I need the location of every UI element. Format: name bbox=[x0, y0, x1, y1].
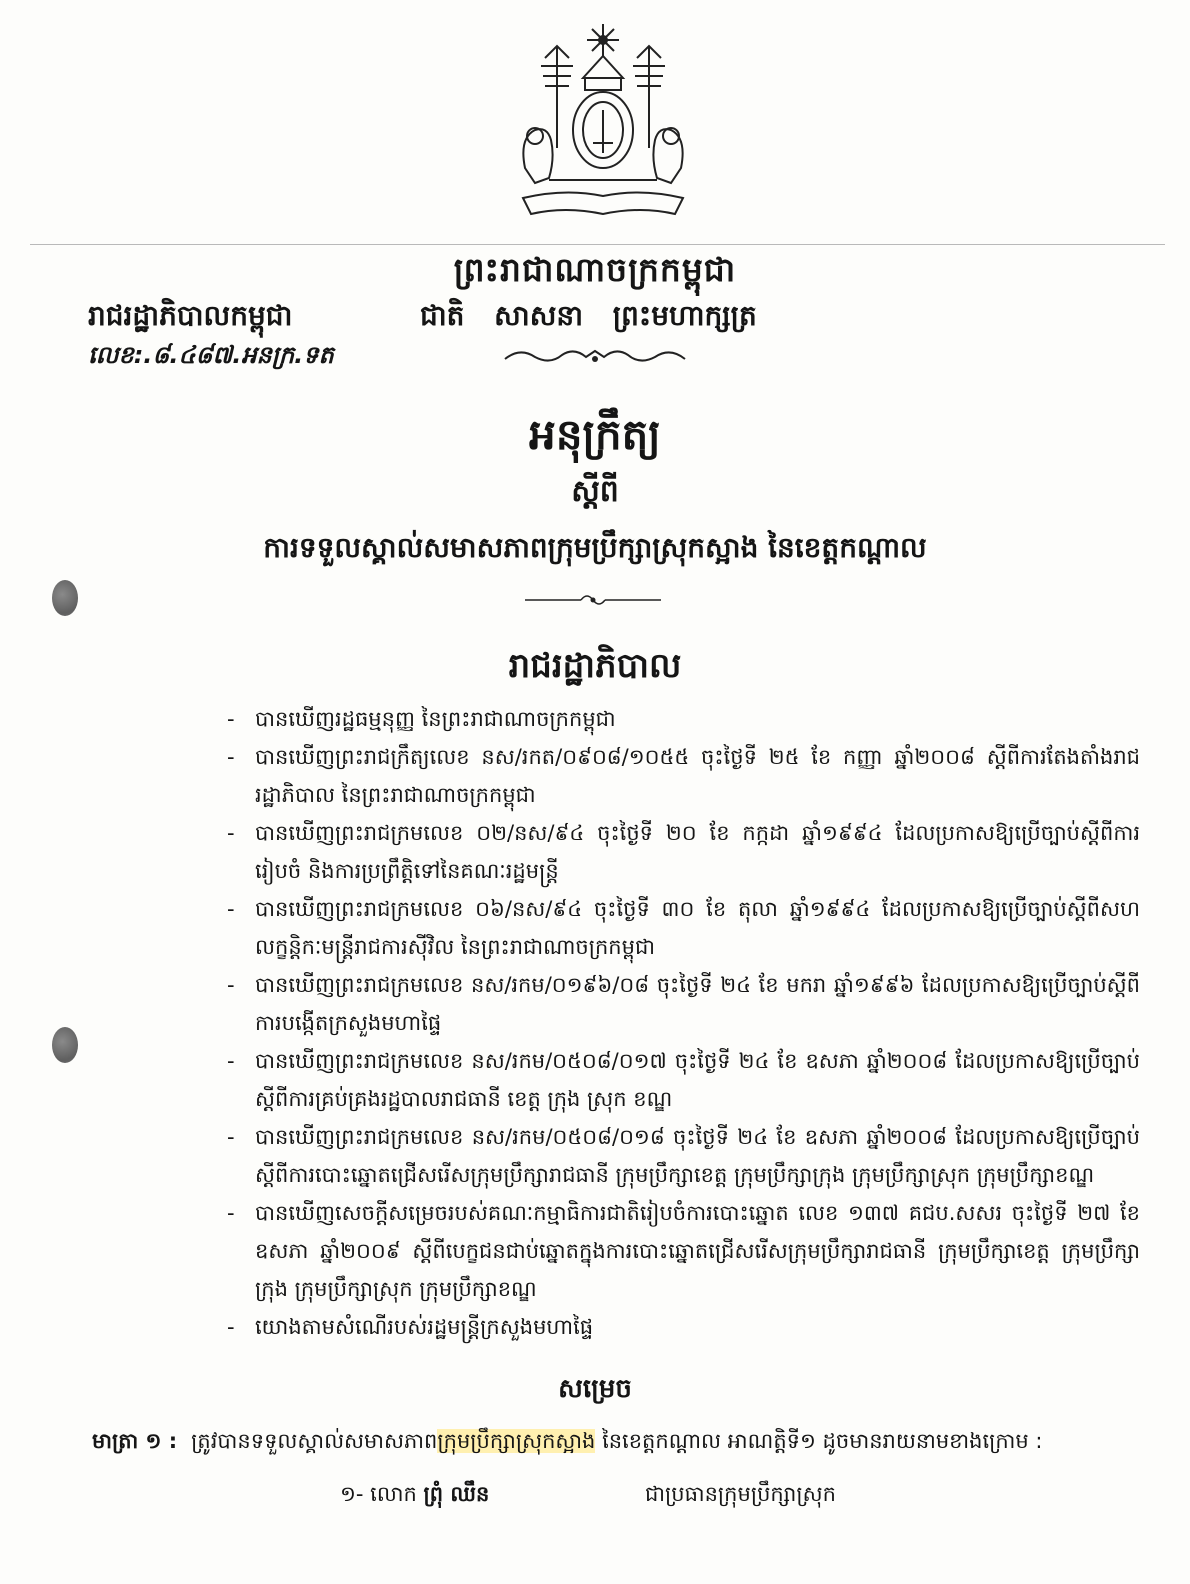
member-role: ជាប្រធានក្រុមប្រឹក្សាស្រុក bbox=[645, 1482, 836, 1506]
punch-hole bbox=[52, 580, 78, 616]
reference-item: - បានឃើញសេចក្តីសម្រេចរបស់គណៈកម្មាធិការជាតិរៀបចំការបោះឆ្នោត លេខ ១៣៧ គជប.សសរ ចុះថ្ងៃទី ២៧ ខែ ឧសភា ឆ្នាំ២០០៩ ស្តីពីបេក្ខជនជាប់ឆ្នោតក្នុងការបោះឆ្នោតជ្រើសរើសក្រុមប្រឹក្សារាជធានី ក្រុមប្រឹក្សាខេត្ត ក្រុមប្រឹក្សាក្រុង ក្រុមប្រឹក្សាស្រុក ក្រុមប្រឹក្សាខណ្ឌ bbox=[225, 1194, 1140, 1308]
punch-hole bbox=[52, 1027, 78, 1063]
about-label: ស្តីពី bbox=[571, 474, 619, 509]
member-row bbox=[340, 1475, 489, 1513]
royal-emblem-logo bbox=[505, 18, 701, 223]
kingdom-name: ព្រះរាជាណាចក្រកម្ពុជា bbox=[453, 250, 737, 289]
article-text: ត្រូវបានទទួលស្គាល់សមាសភាព bbox=[191, 1429, 438, 1453]
document-number: លេខ:.៨.៤៨៧.អនក្រ.ទត bbox=[88, 341, 334, 369]
article-label: មាត្រា ១ : bbox=[92, 1429, 178, 1453]
document-type: អនុក្រឹត្យ bbox=[529, 410, 661, 459]
issuer-heading: រាជរដ្ឋាភិបាល bbox=[508, 646, 682, 686]
decision-heading: សម្រេច bbox=[558, 1374, 632, 1404]
reference-item: - បានឃើញព្រះរាជក្រមលេខ ០២/នស/៩៤ ចុះថ្ងៃទី ២០ ខែ កក្កដា ឆ្នាំ១៩៩៤ ដែលប្រកាសឱ្យប្រើច្បាប់ស្តីពីការរៀបចំ និងការប្រព្រឹត្តិទៅនៃគណៈរដ្ឋមន្ត្រី bbox=[225, 814, 1140, 890]
document-subject: ការទទួលស្គាល់សមាសភាពក្រុមប្រឹក្សាស្រុកស្អាង នៃខេត្តកណ្តាល bbox=[263, 531, 927, 564]
national-motto: ជាតិ សាសនា ព្រះមហាក្សត្រ bbox=[420, 299, 757, 332]
header-divider bbox=[30, 244, 1165, 245]
highlighted-text: ក្រុមប្រឹក្សាស្រុកស្អាង bbox=[437, 1429, 596, 1453]
member-title: លោក bbox=[370, 1482, 417, 1506]
reference-item: - យោងតាមសំណើរបស់រដ្ឋមន្ត្រីក្រសួងមហាផ្ទៃ bbox=[225, 1308, 1140, 1346]
reference-item: - បានឃើញព្រះរាជក្រមលេខ ០៦/នស/៩៤ ចុះថ្ងៃទី ៣០ ខែ តុលា ឆ្នាំ១៩៩៤ ដែលប្រកាសឱ្យប្រើច្បាប់ស្តីពីសហលក្ខន្តិកៈមន្ត្រីរាជការស៊ីវិល នៃព្រះរាជាណាចក្រកម្ពុជា bbox=[225, 890, 1140, 966]
reference-item: - បានឃើញរដ្ឋធម្មនុញ្ញ នៃព្រះរាជាណាចក្រកម្ពុជា bbox=[225, 700, 1140, 738]
reference-list bbox=[225, 700, 1140, 1346]
article-1 bbox=[92, 1422, 1142, 1460]
reference-item: - បានឃើញព្រះរាជក្រមលេខ នស/រកម/០១៩៦/០៨ ចុះថ្ងៃទី ២៤ ខែ មករា ឆ្នាំ១៩៩៦ ដែលប្រកាសឱ្យប្រើច្បាប់ស្តីពីការបង្កើតក្រសួងមហាផ្ទៃ bbox=[225, 966, 1140, 1042]
article-text-end: នៃខេត្តកណ្តាល អាណត្តិទី១ ដូចមានរាយនាមខាងក្រោម : bbox=[595, 1429, 1043, 1453]
member-index: ១- bbox=[340, 1482, 364, 1506]
ornament-divider bbox=[500, 343, 690, 371]
reference-item: - បានឃើញព្រះរាជក្រឹត្យលេខ នស/រកត/០៩០៨/១០៥៥ ចុះថ្ងៃទី ២៥ ខែ កញ្ញា ឆ្នាំ២០០៨ ស្តីពីការតែងតាំងរាជរដ្ឋាភិបាល នៃព្រះរាជាណាចក្រកម្ពុជា bbox=[225, 738, 1140, 814]
member-name: ព្រុំ ឈឹន bbox=[423, 1482, 490, 1506]
title-divider bbox=[523, 590, 663, 610]
reference-item: - បានឃើញព្រះរាជក្រមលេខ នស/រកម/០៥០៨/០១៧ ចុះថ្ងៃទី ២៤ ខែ ឧសភា ឆ្នាំ២០០៨ ដែលប្រកាសឱ្យប្រើច្បាប់ស្តីពីការគ្រប់គ្រងរដ្ឋបាលរាជធានី ខេត្ត ក្រុង ស្រុក ខណ្ឌ bbox=[225, 1042, 1140, 1118]
reference-item: - បានឃើញព្រះរាជក្រមលេខ នស/រកម/០៥០៨/០១៨ ចុះថ្ងៃទី ២៤ ខែ ឧសភា ឆ្នាំ២០០៨ ដែលប្រកាសឱ្យប្រើច្បាប់ស្តីពីការបោះឆ្នោតជ្រើសរើសក្រុមប្រឹក្សារាជធានី ក្រុមប្រឹក្សាខេត្ត ក្រុមប្រឹក្សាក្រុង ក្រុមប្រឹក្សាស្រុក ក្រុមប្រឹក្សាខណ្ឌ bbox=[225, 1118, 1140, 1194]
government-name: រាជរដ្ឋាភិបាលកម្ពុជា bbox=[88, 299, 293, 332]
